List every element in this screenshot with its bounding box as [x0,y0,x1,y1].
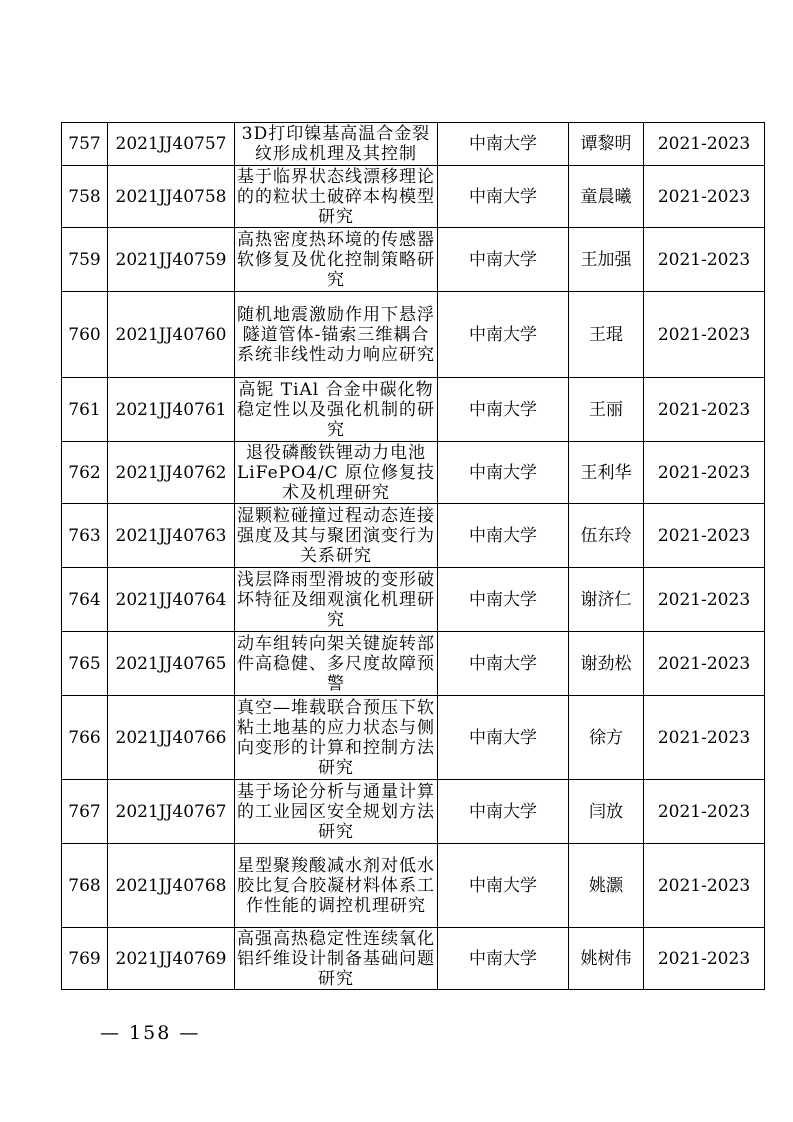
cell-period: 2021-2023 [644,292,765,378]
cell-project-code: 2021JJ40760 [108,292,235,378]
cell-institution: 中南大学 [438,696,569,780]
table-row [62,123,765,166]
cell-number: 758 [62,166,108,228]
cell-project-title: 湿颗粒碰撞过程动态连接强度及其与聚团演变行为关系研究 [235,504,438,568]
cell-project-title: 星型聚羧酸减水剂对低水胶比复合胶凝材料体系工作性能的调控机理研究 [235,844,438,928]
cell-project-code: 2021JJ40762 [108,442,235,504]
cell-period: 2021-2023 [644,844,765,928]
table-row [62,844,765,928]
cell-period: 2021-2023 [644,442,765,504]
cell-principal-investigator: 闫放 [569,780,644,844]
cell-institution: 中南大学 [438,928,569,990]
cell-project-title: 高强高热稳定性连续氧化铝纤维设计制备基础问题研究 [235,928,438,990]
cell-project-title: 浅层降雨型滑坡的变形破坏特征及细观演化机理研究 [235,568,438,632]
table-row [62,442,765,504]
cell-principal-investigator: 王利华 [569,442,644,504]
cell-project-title: 真空—堆载联合预压下软粘土地基的应力状态与侧向变形的计算和控制方法研究 [235,696,438,780]
cell-project-title: 退役磷酸铁锂动力电池LiFePO4/C 原位修复技术及机理研究 [235,442,438,504]
cell-institution: 中南大学 [438,228,569,292]
cell-project-title: 高热密度热环境的传感器软修复及优化控制策略研究 [235,228,438,292]
cell-period: 2021-2023 [644,780,765,844]
cell-project-title: 基于场论分析与通量计算的工业园区安全规划方法研究 [235,780,438,844]
cell-number: 767 [62,780,108,844]
cell-project-title: 动车组转向架关键旋转部件高稳健、多尺度故障预警 [235,632,438,696]
cell-institution: 中南大学 [438,166,569,228]
cell-number: 769 [62,928,108,990]
cell-principal-investigator: 谭黎明 [569,123,644,166]
cell-project-code: 2021JJ40764 [108,568,235,632]
table-row [62,696,765,780]
cell-number: 760 [62,292,108,378]
cell-number: 766 [62,696,108,780]
cell-number: 757 [62,123,108,166]
cell-institution: 中南大学 [438,123,569,166]
cell-project-code: 2021JJ40758 [108,166,235,228]
cell-project-title: 高铌 TiAl 合金中碳化物稳定性以及强化机制的研究 [235,378,438,442]
cell-project-code: 2021JJ40765 [108,632,235,696]
page-number: — 158 — [100,1022,201,1044]
cell-project-code: 2021JJ40763 [108,504,235,568]
cell-project-title: 基于临界状态线漂移理论的的粒状土破碎本构模型研究 [235,166,438,228]
cell-institution: 中南大学 [438,568,569,632]
cell-number: 759 [62,228,108,292]
cell-project-code: 2021JJ40769 [108,928,235,990]
cell-project-code: 2021JJ40767 [108,780,235,844]
cell-period: 2021-2023 [644,632,765,696]
cell-period: 2021-2023 [644,378,765,442]
cell-period: 2021-2023 [644,228,765,292]
cell-number: 768 [62,844,108,928]
cell-principal-investigator: 王琨 [569,292,644,378]
cell-institution: 中南大学 [438,292,569,378]
table-row [62,228,765,292]
cell-principal-investigator: 徐方 [569,696,644,780]
table-row [62,632,765,696]
table-row [62,378,765,442]
table-row [62,928,765,990]
cell-period: 2021-2023 [644,696,765,780]
cell-principal-investigator: 王加强 [569,228,644,292]
table-row [62,568,765,632]
cell-institution: 中南大学 [438,844,569,928]
cell-period: 2021-2023 [644,568,765,632]
table-row [62,166,765,228]
project-table [61,122,765,990]
table-row [62,292,765,378]
cell-number: 761 [62,378,108,442]
cell-number: 763 [62,504,108,568]
cell-institution: 中南大学 [438,378,569,442]
cell-principal-investigator: 姚灏 [569,844,644,928]
cell-institution: 中南大学 [438,442,569,504]
cell-institution: 中南大学 [438,780,569,844]
cell-period: 2021-2023 [644,504,765,568]
cell-principal-investigator: 伍东玲 [569,504,644,568]
cell-principal-investigator: 童晨曦 [569,166,644,228]
cell-period: 2021-2023 [644,123,765,166]
cell-period: 2021-2023 [644,928,765,990]
project-table-body [62,123,765,990]
table-row [62,504,765,568]
cell-principal-investigator: 谢济仁 [569,568,644,632]
cell-principal-investigator: 谢劲松 [569,632,644,696]
cell-project-title: 3D打印镍基高温合金裂纹形成机理及其控制 [235,123,438,166]
cell-project-code: 2021JJ40761 [108,378,235,442]
cell-project-title: 随机地震激励作用下悬浮隧道管体-锚索三维耦合系统非线性动力响应研究 [235,292,438,378]
table-row [62,780,765,844]
cell-number: 765 [62,632,108,696]
cell-number: 764 [62,568,108,632]
cell-project-code: 2021JJ40759 [108,228,235,292]
cell-period: 2021-2023 [644,166,765,228]
cell-number: 762 [62,442,108,504]
cell-project-code: 2021JJ40757 [108,123,235,166]
cell-principal-investigator: 王丽 [569,378,644,442]
cell-principal-investigator: 姚树伟 [569,928,644,990]
cell-institution: 中南大学 [438,632,569,696]
cell-project-code: 2021JJ40768 [108,844,235,928]
cell-project-code: 2021JJ40766 [108,696,235,780]
cell-institution: 中南大学 [438,504,569,568]
